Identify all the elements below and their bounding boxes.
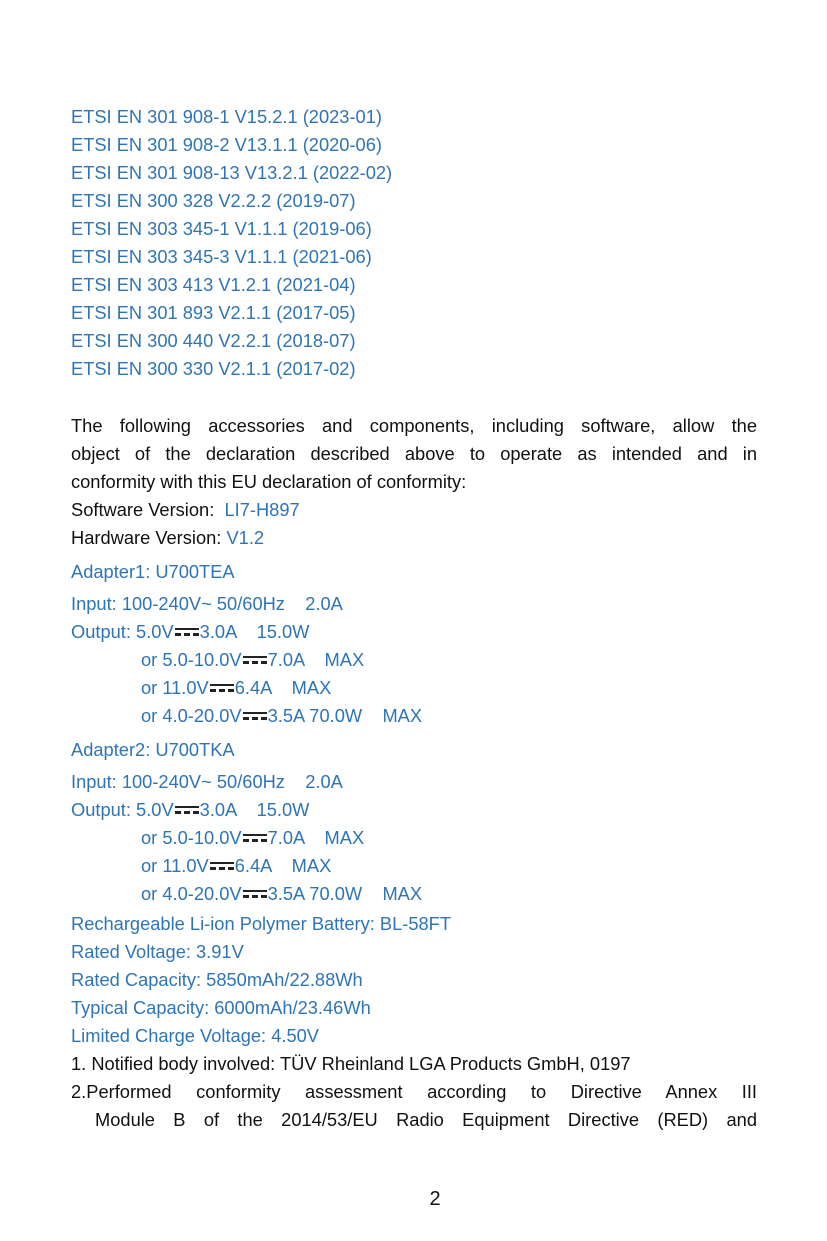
output-rating: 6.4A MAX — [234, 677, 332, 698]
adapter-output — [141, 676, 331, 700]
software-version-value: LI7-H897 — [224, 499, 300, 520]
hardware-version-label: Hardware Version: — [71, 527, 222, 548]
adapter-output — [141, 826, 364, 850]
standard-item: ETSI EN 303 345-1 V1.1.1 (2019-06) — [71, 218, 372, 239]
dc-symbol-icon — [243, 890, 267, 899]
battery-spec: Rated Capacity: 5850mAh/22.88Wh — [71, 969, 363, 990]
output-voltage: or 5.0-10.0V — [141, 827, 242, 848]
dc-symbol-icon — [175, 628, 199, 637]
battery-spec: Rated Voltage: 3.91V — [71, 941, 244, 962]
hardware-version-value: V1.2 — [226, 527, 265, 548]
adapter-title: Adapter2: U700TKA — [71, 739, 235, 760]
output-voltage: Output: 5.0V — [71, 799, 174, 820]
adapter-title: Adapter1: U700TEA — [71, 561, 235, 582]
adapter-output — [141, 854, 331, 878]
output-voltage: or 4.0-20.0V — [141, 883, 242, 904]
output-voltage: or 5.0-10.0V — [141, 649, 242, 670]
dc-symbol-icon — [175, 806, 199, 815]
adapter-output — [71, 620, 309, 644]
dc-symbol-icon — [243, 712, 267, 721]
standard-item: ETSI EN 300 328 V2.2.2 (2019-07) — [71, 190, 356, 211]
output-rating: 3.5A 70.0W MAX — [267, 883, 423, 904]
battery-spec: Limited Charge Voltage: 4.50V — [71, 1025, 319, 1046]
adapter-output — [141, 704, 422, 728]
software-version — [71, 498, 300, 522]
dc-symbol-icon — [210, 862, 234, 871]
hardware-version — [71, 526, 264, 550]
output-voltage: or 11.0V — [141, 855, 209, 876]
adapter-output — [71, 798, 309, 822]
note-line: 2.Performed conformity assessment according to Directive Annex III — [71, 1081, 757, 1102]
adapter-input: Input: 100-240V~ 50/60Hz 2.0A — [71, 593, 343, 614]
standard-item: ETSI EN 303 413 V1.2.1 (2021-04) — [71, 274, 356, 295]
output-rating: 3.0A 15.0W — [199, 799, 310, 820]
intro-text-line: object of the declaration described above to operate as intended and in — [71, 443, 757, 464]
standard-item: ETSI EN 300 440 V2.2.1 (2018-07) — [71, 330, 356, 351]
adapter-output — [141, 648, 364, 672]
output-rating: 3.0A 15.0W — [199, 621, 310, 642]
intro-text-line: conformity with this EU declaration of conformity: — [71, 471, 467, 492]
dc-symbol-icon — [243, 834, 267, 843]
output-voltage: Output: 5.0V — [71, 621, 174, 642]
standard-item: ETSI EN 301 893 V2.1.1 (2017-05) — [71, 302, 356, 323]
standard-item: ETSI EN 303 345-3 V1.1.1 (2021-06) — [71, 246, 372, 267]
battery-spec: Typical Capacity: 6000mAh/23.46Wh — [71, 997, 371, 1018]
output-voltage: or 11.0V — [141, 677, 209, 698]
note-line: 1. Notified body involved: TÜV Rheinland LGA Products GmbH, 0197 — [71, 1053, 631, 1074]
page-number: 2 — [429, 1188, 441, 1210]
battery-spec: Rechargeable Li-ion Polymer Battery: BL-58FT — [71, 913, 452, 934]
output-rating: 3.5A 70.0W MAX — [267, 705, 423, 726]
note-line: Module B of the 2014/53/EU Radio Equipment Directive (RED) and — [95, 1109, 757, 1130]
software-version-label: Software Version: — [71, 499, 215, 520]
standard-item: ETSI EN 301 908-1 V15.2.1 (2023-01) — [71, 106, 382, 127]
dc-symbol-icon — [210, 684, 234, 693]
output-rating: 6.4A MAX — [234, 855, 332, 876]
output-voltage: or 4.0-20.0V — [141, 705, 242, 726]
standard-item: ETSI EN 300 330 V2.1.1 (2017-02) — [71, 358, 356, 379]
intro-text-line: The following accessories and components, including software, allow the — [71, 415, 757, 436]
adapter-input: Input: 100-240V~ 50/60Hz 2.0A — [71, 771, 343, 792]
standard-item: ETSI EN 301 908-2 V13.1.1 (2020-06) — [71, 134, 382, 155]
output-rating: 7.0A MAX — [267, 649, 365, 670]
standard-item: ETSI EN 301 908-13 V13.2.1 (2022-02) — [71, 162, 393, 183]
adapter-output — [141, 882, 422, 906]
output-rating: 7.0A MAX — [267, 827, 365, 848]
dc-symbol-icon — [243, 656, 267, 665]
